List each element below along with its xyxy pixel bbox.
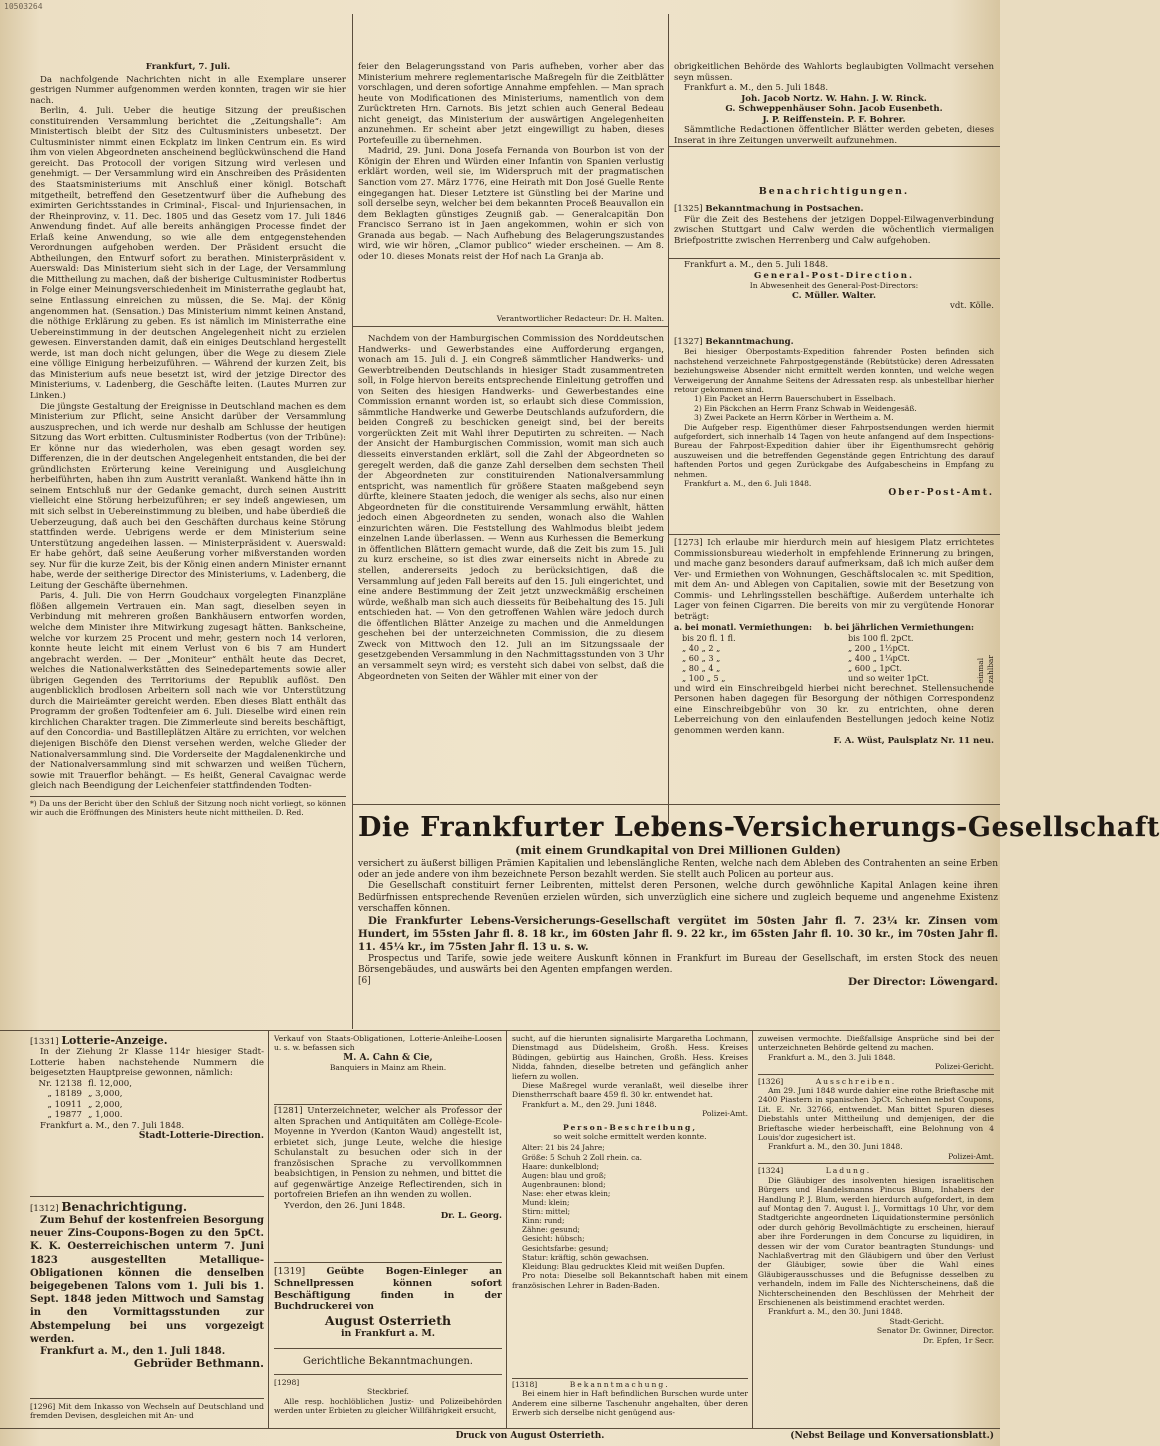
- office-name: General-Post-Direction.: [754, 270, 914, 281]
- section-rule: [512, 1378, 748, 1379]
- ad-text: Diese Maßregel wurde veranlaßt, weil dieselbe ihrer Dienstherrschaft baare 459 fl. 30 kr. entwendet hat.: [512, 1081, 748, 1100]
- ad-number: [1327]: [674, 337, 703, 347]
- editor-line: Verantwortlicher Redacteur: Dr. H. Malten.: [496, 314, 664, 323]
- profile-item: Zähne: gesund;: [522, 1225, 580, 1235]
- supplement-note: (Nebst Beilage und Konversationsblatt.): [790, 1431, 994, 1441]
- news-paragraph: Paris, 4. Juli. Die von Herrn Goudchaux vorgelegten Finanzpläne flößen allgemein Vertrauen ein. Man sagt, dieselben seyen in Verbindung mit mehreren großen Bankhäusern entworfen worden, welche dem Minister ihre Mitwirkung zugesagt hätten. Bankscheine, welche vor kurzem 25 Procent und mehr, gestern noch 14 verloren, konnte heute leicht mit einem Verlust von 6 bis 7 am Hundert angebracht werden. — Der „Moniteur“ enthält heute das Decret, welches die Nationalwerkstätten des Seinedepartements sowie aller übrigen Gegenden des Territoriums der Republik auflöst. Den augenblicklich brodlosen Arbeitern soll nach wie vor Unterstützung durch die Mairieämter gereicht werden. Eben dieses Blatt enthält das Programm der großen Todtenfeier am 6. Juli. Dieselbe wird einen rein kirchlichen Charakter tragen. Die Zimmerleute sind bereits beschäftigt, auf den Concordia- und Bastilleplätzen Altäre zu errichten, vor welchen diejenigen Bischöfe den Dienst versehen werden, welche Glieder der Nationalversammlung sind. Die Vorderseite der Magdalenenkirche und der Nationalversammlung sind mit schwarzen und weißen Tüchern, sowie mit Trauerflor behängt. — Es heißt, General Cavaignac werde gleich nach Beendigung der Leichenfeier stattfindenden Todten-: [30, 591, 346, 792]
- firm-name: August Osterrieth: [324, 1313, 452, 1329]
- section-rule: [274, 1104, 502, 1105]
- profile-item: Statur: kräftig, schön gewachsen.: [522, 1252, 649, 1262]
- profile-item: Kinn: rund;: [522, 1216, 565, 1226]
- watch-notice: [512, 1380, 748, 1426]
- ad-signer: Polizei-Amt.: [948, 1151, 994, 1161]
- news-paragraph: Nachdem von der Hamburgischen Commission des Norddeutschen Handwerks- und Gewerbstandes eine Aufforderung ergangen, wonach am 15. Juli d. J. ein Congreß sämmtlicher Handwerks- und Gewerbtreibenden Deutschlands in hiesiger Stadt zusammentreten soll, in Folge hiervon bereits entsprechende Einleitung getroffen und von Seiten des hiesigen Handwerks- und Gewerbestandes eine Commission ernannt worden ist, so erlaubt sich diese Commission, sämmtliche Handwerke und Gewerbe Deutschlands aufzufordern, die beiden Congreß zu beschicken geneigt sind, bei der bereits vorgerückten Zeit mit Wahl ihrer Deputirten zu schreiten. — Nach der Ansicht der Hamburgischen Commission, womit man sich auch diesseits einverstanden erklärt, soll die Zahl der Abgeordneten so geregelt werden, daß die ganze Zahl derselben dem sechsten Theil der Abgeordneten zur constituirenden Nationalversammlung entspricht, was namentlich für größere Staaten maßgebend seyn dürfte, kleinere Staaten jedoch, die weniger als sechs, also nur einen Abgeordneten für die constituirende Versammlung erwählt, hätten jedoch einen Abgeordneten zu senden, wonach also die Wahlen einzurichten wären. Die Feststellung des Wahlmodus bleibt jedem einzelnen Lande überlassen. — Wenn aus Kurhessen die Bemerkung in öffentlichen Blättern gemacht wurde, daß die Zeit bis zum 15. Juli zu kurz erscheine, so ist dies zwar einerseits nicht in Abrede zu stellen, andererseits jedoch zu berücksichtigen, daß die Versammlung auf jeden Fall bereits auf den 15. Juli eingerichtet, und eine andere Bestimmung der Zeit jetzt unzweckmäßig erscheinen würde, weßhalb man sich auch diesseits für Beibehaltung des 15. Juli entschieden hat. — Von den getroffenen Wahlen wäre jedoch durch die öffentlichen Blätter Anzeige zu machen und die Anmeldungen geschehen bei der unterzeichneten Commission, die zu diesem Zweck von Mittwoch den 12. Juli an im Sitzungssaale der gesetzgebenden Versammlung in den Nachmittagsstunden von 3 Uhr an versammelt seyn wird; es versteht sich dabei von selbst, daß die Abgeordneten von Seiten der Wähler mit einer von der: [358, 334, 664, 682]
- fee-cell: „ 60 „ 3 „: [682, 652, 721, 663]
- profile-item: Augen: blau und groß;: [522, 1170, 607, 1180]
- dateline: Frankfurt, 7. Juli.: [145, 62, 231, 72]
- prize-amount: „ 1,000.: [88, 1110, 123, 1121]
- news-paragraph: feier den Belagerungsstand von Paris aufheben, vorher aber das Ministerium mehrere reglementarische Maßregeln für die Zeitblätter vorschlagen, und deren sofortige Annahme empfehlen. — Man sprach heute von Modificationen des Ministeriums, namentlich von dem Zurücktreten Hrn. Carnots. Bis jetzt schien auch General Bedeau nicht geneigt, das Ministerium der auswärtigen Angelegenheiten anzunehmen. Er scheint aber jetzt eingewilligt zu haben, dieses Portefeuille zu übernehmen.: [358, 62, 664, 146]
- news-column-2: [358, 62, 664, 324]
- parcel-item: 3) Zwei Packete an Herrn Körber in Wertheim a. M.: [694, 413, 894, 423]
- section-title: Benachrichtigungen.: [758, 186, 910, 197]
- notice-date: Frankfurt a. M., den 6. Juli 1848.: [684, 479, 812, 489]
- prize-number: „ 19877: [47, 1110, 82, 1121]
- ad-signer: Dr. Epfen, 1r Secr.: [922, 1335, 994, 1345]
- ad-number: [1312]: [30, 1204, 59, 1214]
- ad-signer: Gebrüder Bethmann.: [133, 1357, 264, 1371]
- notice-date: Frankfurt a. M., den 5. Juli 1848.: [684, 83, 829, 94]
- prize-row: [30, 1100, 264, 1111]
- signer-names: C. Müller. Walter.: [791, 290, 877, 301]
- profile-list: [512, 1143, 748, 1261]
- post-notice: [674, 204, 994, 260]
- ad-signer: Polizei-Amt.: [702, 1109, 748, 1119]
- table-header: b. bei jährlichen Vermiethungen:: [824, 622, 974, 633]
- insurance-text: versichert zu äußerst billigen Prämien Kapitalien und lebenslängliche Renten, welche nach dem Ableben des Contrahenten an seine Erben oder an jede andere von ihm bezeichnete Person bezahlt werden. Sie stellt auch Policen au porteur aus.: [358, 859, 998, 881]
- ad-title: Benachrichtigung.: [61, 1200, 188, 1214]
- ober-post-notice: [674, 338, 994, 532]
- profile-item: Alter: 21 bis 24 Jahre;: [522, 1143, 605, 1153]
- prize-amount: „ 2,000,: [88, 1099, 123, 1110]
- ad-signer: F. A. Wüst, Paulsplatz Nr. 11 neu.: [833, 736, 994, 747]
- fee-cell: „ 200 „ 1½pCt.: [848, 642, 910, 653]
- insurance-rates: Die Frankfurter Lebens-Versicherungs-Gesellschaft vergütet im 50sten Jahr fl. 7. 23¼ kr. Zinsen vom Hundert, im 55sten Jahr fl. 8. 18 kr., im 60sten Jahr fl. 9. 22 kr., im 65sten Jahr fl. 10. 30 kr., im 70sten Jahr fl. 11. 45¼ kr., im 75sten Jahr fl. 13 u. s. w.: [358, 915, 998, 954]
- section-rule: [274, 1348, 502, 1349]
- signers: G. Schweppenhäuser Sohn. Jacob Eusenbeth.: [725, 104, 943, 115]
- news-column-1: [30, 62, 346, 1027]
- warrant-notice: [274, 1378, 502, 1426]
- prize-number: Nr. 12138: [38, 1078, 82, 1089]
- fee-cell: „ 100 „ 5 „: [682, 673, 726, 684]
- section-rule: [0, 1428, 1000, 1429]
- ad-date: Yverdon, den 26. Juni 1848.: [284, 1200, 406, 1211]
- insurance-text: Prospectus und Tarife, sowie jede weitere Auskunft können in Frankfurt im Bureau der Gesellschaft, im ersten Stock des neuen Börsengebäudes, und auswärts bei den Agenten empfangen werden.: [358, 954, 998, 976]
- news-paragraph: Madrid, 29. Juni. Dona Josefa Fernanda von Bourbon ist von der Königin der Ehren und Würden einer Infantin von Spanien verlustig erklärt worden, weil sie, im Widerspruch mit der pragmatischen Sanction vom 27. März 1776, eine Heirath mit Don José Guelle Rente eingegangen hat. Dieser Letztere ist Günstling bei der Marine und soll derselbe seyn, welcher bei dem bekannten Proceß Beauvallon ein dem Beklagten günstiges Zeugniß gab. — Generalcapitän Don Francisco Serrano ist in Jaen angekommen, wohin er sich von Granada aus begab. — Nach Aufhebung des Belagerungszustandes wird, wie wir hören, „Clamor publico“ wieder erscheinen. — Am 8. oder 10. dieses Monats reist der Hof nach La Granja ab.: [358, 146, 664, 262]
- printer-credit: Druck von August Osterrieth.: [455, 1431, 605, 1441]
- firm-subline: Banquiers in Mainz am Rhein.: [329, 1062, 447, 1072]
- notice-continuation: obrigkeitlichen Behörde des Wahlorts beglaubigten Vollmacht versehen seyn müssen.: [674, 62, 994, 83]
- lottery-ad: [30, 1034, 264, 1194]
- profile-item: Nase: eher etwas klein;: [522, 1188, 611, 1198]
- ad-signer: Dr. L. Georg.: [440, 1211, 502, 1222]
- column-rule: [506, 1030, 507, 1428]
- insurance-title: Die Frankfurter Lebens-Versicherungs-Gesellschaft: [358, 812, 1160, 843]
- ad-number: [1324]: [758, 1166, 784, 1176]
- fee-cell: „ 80 „ 4 „: [682, 663, 721, 674]
- court-heading: Gerichtliche Bekanntmachungen.: [303, 1356, 473, 1367]
- ad-signer: Stadt-Lotterie-Direction.: [138, 1131, 264, 1142]
- section-rule: [668, 534, 1000, 535]
- column-rule: [752, 1030, 753, 1428]
- insurance-ad: [358, 812, 1160, 1028]
- ad-number: [1281]: [274, 1106, 303, 1116]
- profile-item: Stirn: mittel;: [522, 1207, 571, 1217]
- ad-text: und wird ein Einschreibgeld hierbei nicht berechnet. Stellensuchende Personen haben dagegen für Besorgung der nöthigen Correspondenz eine Einschreibgebühr von 30 kr. zu entrichten, ohne deren Leberreichung von den einlaufenden Bestellungen jedoch keine Notiz genommen werden kann.: [674, 683, 994, 736]
- prize-row: [30, 1079, 264, 1090]
- ad-date: Frankfurt a. M., den 30. Juni 1848.: [768, 1307, 903, 1317]
- post-signoff: [674, 260, 994, 312]
- catalog-number: 10503264: [4, 2, 43, 11]
- ad-number: [1326]: [758, 1076, 784, 1086]
- fee-table: [674, 622, 994, 683]
- profile-title: Person-Beschreibung,: [562, 1122, 698, 1132]
- profile-item: Haare: dunkelblond;: [522, 1161, 599, 1171]
- side-label: einmal zahlbar: [975, 655, 995, 684]
- ad-date: Frankfurt a. M., den 30. Juni 1848.: [768, 1142, 903, 1152]
- congress-notice: [358, 334, 664, 800]
- fee-cell: „ 600 „ 1pCt.: [848, 663, 902, 674]
- notice-title: Bekanntmachung.: [705, 337, 794, 347]
- bethmann-ad: [30, 1200, 264, 1396]
- news-paragraph: Die jüngste Gestaltung der Ereignisse in Deutschland machen es dem Ministerium zur Pflicht, seine Ansicht darüber der Versammlung auszusprechen, und ich werde nur deshalb am Schlusse der heutigen Sitzung das Wort erbitten. Cultusminister Rodbertus (von der Tribüne): Er könne nur das wiederholen, was eben gesagt worden sey. Differenzen, die in der deutschen Angelegenheit entstanden, die bei der gründlichsten Erörterung keine Vereinigung und Ausgleichung herbeiführten, haben ihn zum Austritt veranlaßt. Wankend hätte ihn in seinem Entschluß nur der Gedanke gemacht, durch seinen Austritt vielleicht eine Störung herbeizuführen; er sey indeß angewiesen, um mit sich selbst in Uebereinstimmung zu bleiben, und habe überdieß die Ueberzeugung, daß auch bei den Geschäften durchaus keine Störung stattfinden werde. Uebrigens werde er dem Ministerium seine Unterstützung angedeihen lassen. — Ministerpräsident v. Auerswald: Er habe gehört, daß seine Aeußerung vorher mißverstanden worden sey. Nur für die kurze Zeit, bis der König einen andern Minister ernannt habe, werde der seitherige Director des Ministeriums, v. Ladenberg, die Leitung der Geschäfte übernehmen.: [30, 401, 346, 591]
- column-rule: [668, 14, 669, 824]
- profile-item: Mund: klein;: [522, 1198, 570, 1208]
- prize-row: [30, 1089, 264, 1100]
- ad-text: Pro nota: Dieselbe soll Bekanntschaft haben mit einem französischen Lehrer in Baden-Baden.: [512, 1271, 748, 1290]
- ad-signer: Senator Dr. Gwinner, Director.: [876, 1326, 994, 1336]
- parcel-item: 2) Ein Päckchen an Herrn Franz Schwab in Weidengesäß.: [694, 403, 917, 413]
- teacher-ad: [274, 1106, 502, 1246]
- prize-row: [30, 1110, 264, 1121]
- ad-date: Frankfurt a. M., den 7. Juli 1848.: [40, 1120, 185, 1131]
- news-paragraph: Berlin, 4. Juli. Ueber die heutige Sitzung der preußischen constituirenden Versammlung berichtet die „Zeitungshalle“: Am Ministertisch bleibt der Sitz des Cultusministers unbesetzt. Der Cultusminister nimmt einen Eckplatz im linken Centrum ein. Es wird ihm von vielen Abgeordneten anscheinend beglückwünschend die Hand gereicht. Das Protocoll der vorigen Sitzung wird verlesen und genehmigt. — Der Versammlung wird ein Anschreiben des Präsidenten des Staatsministeriums mit Anschluß einer königl. Botschaft mitgetheilt, betreffend den Gesetzentwurf über die Aufhebung des eximirten Gerichtsstandes in Criminal-, Fiscal- und Injuriensachen, in der Rheinprovinz, v. 11. Dec. 1805 und das Gesetz vom 17. Juli 1846 Anwendung findet. Auf alle bereits anhängigen Processe findet der Erlaß keine Anwendung, so wie alle dem entgegenstehenden Verordnungen aufgehoben werden. Der Präsident ersucht die Abtheilungen, den Entwurf sofort zu berathen. Ministerpräsident v. Auerswald: Das Ministerium sieht sich in der Lage, der Versammlung die Mittheilung zu machen, daß der bisherige Cultusminister Rodbertus in Folge einer Meinungsverschiedenheit im Ministerrathe geglaubt hat, seine Entlassung einreichen zu müssen, die Se. Maj. der König angenommen hat. (Sensation.) Das Ministerium nimmt keinen Anstand, die nöthige Erklärung zu geben. Es ist nämlich im Ministerrathe eine Uebereinstimmung in der deutschen Angelegenheit nicht zu erzielen gewesen. Einverstanden damit, daß ein einiges Deutschland hergestellt werde, ist man doch nicht gelungen, über die Wege zu diesem Ziele eine völlige Einigung herbeizuführen. — Während der kurzen Zeit, bis das Ministerium aufs neue besetzt ist, wird der jetzige Director des Ministeriums, v. Ladenberg, die Geschäfte leiten. (Lautes Murren zur Linken.): [30, 106, 346, 401]
- notice-text: Die Aufgeber resp. Eigenthümer dieser Fahrpostsendungen werden hiermit aufgefordert, sich innerhalb 14 Tagen von heute anfangend auf dem Inspections-Bureau der Fahrpost-Expedition dahier über ihr Eigenthumsrecht gehörig auszuweisen und die betreffenden Gegenstände gegen Entrichtung des darauf haftenden Portos und gegen Zurückgabe des Aufgabescheins in Empfang zu nehmen.: [674, 422, 994, 479]
- prize-number: „ 18189: [47, 1089, 82, 1100]
- firm-subline: in Frankfurt a. M.: [340, 1328, 436, 1340]
- fee-cell: bis 100 fl. 2pCt.: [848, 632, 914, 643]
- ad-date: Frankfurt a. M., den 3. Juli 1848.: [768, 1052, 896, 1062]
- profile-item: Größe: 5 Schuh 2 Zoll rhein. ca.: [522, 1152, 643, 1162]
- ad-title: Bekanntmachung.: [569, 1380, 670, 1389]
- ad-title: Ausschreiben.: [815, 1076, 897, 1086]
- ad-number: [6]: [358, 976, 371, 987]
- ad-number: [1331]: [30, 1037, 59, 1047]
- ad-number: [1319]: [274, 1266, 306, 1277]
- signers: Joh. Jacob Nortz. W. Hahn. J. W. Rinck.: [741, 93, 927, 104]
- insurance-text: Die Gesellschaft constituirt ferner Leibrenten, mittelst deren Personen, welche durch gewöhnliche Kapital Anlagen keine ihren Bedürfnissen entsprechende Revenüen erzielen würden, sich unverzüglich eine sichere und zugleich bequeme und angenehme Existenz verschaffen können.: [358, 881, 998, 914]
- ad-text: In der Ziehung 2r Klasse 114r hiesiger Stadt-Lotterie haben nachstehende Nummern die beigesetzten Hauptpreise gewonnen, nämlich:: [30, 1047, 264, 1079]
- parcel-item: 1) Ein Packet an Herrn Bauerschubert in Esselbach.: [694, 394, 896, 404]
- ad-text: Alle resp. hochlöblichen Justiz- und Polizeibehörden werden unter Erbieten zu gleicher Willfährigkeit ersucht,: [274, 1396, 502, 1416]
- office-name: Ober-Post-Amt.: [888, 487, 994, 498]
- ad-signer: Stadt-Gericht.: [889, 1316, 944, 1326]
- profile-item: Gesicht: hübsch;: [522, 1234, 585, 1244]
- ad-title: Steckbrief.: [367, 1387, 409, 1397]
- police-notices: [758, 1034, 994, 1426]
- ad-number: [1318]: [512, 1380, 538, 1389]
- printer-ad: [274, 1266, 502, 1346]
- section-rule: [274, 1374, 502, 1375]
- ad-body: Ich erlaube mir hierdurch mein auf hiesigem Platz errichtetes Commissionsbureau wiederholt in empfehlende Erinnerung zu bringen, und mache ganz besonders darauf aufmerksam, daß ich mich außer dem Ver- und Ermiethen von Wohnungen, Geschäftslocalen ꝛc. mit Spedition, mit dem An- und Ablegen von Capitalien, sowie mit der Besetzung von Commis- und Lehrlingsstellen beschäftige. Außerdem unterhalte ich Lager von feinen Cigarren. Die bereits von mir zu vergütende Honorar beträgt:: [674, 538, 995, 622]
- section-rule: [274, 1262, 502, 1263]
- profile-subtitle: so weit solche ermittelt werden konnte.: [553, 1132, 707, 1142]
- section-rule: [30, 1196, 264, 1197]
- editor-rule: [352, 326, 668, 327]
- ad-text: [674, 538, 994, 622]
- ad-text: zuweisen vermochte. Dießfallsige Ansprüche sind bei der unterzeichneten Behörde geltend zu machen.: [758, 1034, 994, 1053]
- ad-text: sucht, auf die hierunten signalisirte Margaretha Lochmann, Dienstmagd aus Düdelsheim, Großh. Hess. Kreises Büdingen, gebürtig aus Hainchen, Großh. Hess. Kreises Nidda, fahnden, dieselbe betreten und gefänglich anher liefern zu wollen.: [512, 1034, 748, 1081]
- ad-title: Lotterie-Anzeige.: [61, 1034, 168, 1047]
- commission-bureau-ad: [674, 538, 994, 800]
- warrant-continuation: [512, 1034, 748, 1388]
- section-rule: [0, 1030, 1000, 1031]
- ad-number: [1273]: [674, 538, 703, 548]
- prize-number: „ 10911: [47, 1099, 82, 1110]
- table-header: a. bei monatl. Vermiethungen:: [674, 622, 812, 633]
- ad-text: Am 29. Juni 1848 wurde dahier eine rothe Brieftasche mit 2400 Piastern in spanischen 3pCt. Scheinen nebst Coupons, Lit. E. Nr. 32766, entwendet. Man bittet Spuren dieses Diebstahls unter Mittheilung und demjenigen, der die Brieftasche wieder herbeischafft, eine Belohnung von 4 Louis'dor zugesichert ist.: [758, 1086, 994, 1143]
- vdt: vdt. Kölle.: [950, 301, 994, 312]
- ad-signer: Polizei-Gericht.: [935, 1062, 994, 1072]
- ad-date: Frankfurt a. M., den 1. Juli 1848.: [40, 1346, 226, 1358]
- ad-body: Unterzeichneter, welcher als Professor der alten Sprachen und Antiquitäten am Collège-Ecole-Moyenne in Yverdon (Kanton Waud) angestellt ist, erbietet sich, junge Leute, welche die hiesige Schulanstalt zu besuchen oder sich in der französischen Sprache zu vervollkommnen beabsichtigen, in Pension zu nehmen, und bittet die auf gegenwärtige Anzeige Reflectirenden, sich in portofreien Briefen an ihn wenden zu wollen.: [274, 1106, 502, 1201]
- prize-amount: fl. 12,000,: [88, 1078, 132, 1089]
- notices-column-4: [674, 62, 994, 144]
- ad-text: Verkauf von Staats-Obligationen, Lotterie-Anleihe-Loosen u. s. w. befassen sich: [274, 1034, 502, 1053]
- ad-body: Geübte Bogen-Einleger an Schnellpressen können sofort Beschäftigung finden in der Buchdruckerei von: [274, 1266, 503, 1313]
- section-rule: [352, 804, 1000, 805]
- ad-title: Ladung.: [825, 1166, 872, 1176]
- ad-number: [1325]: [674, 204, 703, 214]
- fee-cell: und so weiter 1pCt.: [848, 673, 929, 684]
- notice-text: Bei hiesiger Oberpostamts-Expedition fahrender Posten befinden sich nachstehend verzeichnete Fahrpostgegenstände (Rebütstücke) deren Adressaten beziehungsweise Absender nicht ermittelt werden konnten, und welche wegen Verweigerung der Annahme Seitens der Adressaten resp. als unbestellbar hierher retour gekommen sind.: [674, 347, 994, 395]
- ad-text: Zum Behuf der kostenfreien Besorgung neuer Zins-Coupons-Bogen zu den 5pCt. K. K. Oesterreichischen unterm 7. Juni 1823 ausgestellten Metallique-Obligationen können die denselben beigegebenen Talons vom 1. Juli bis 1. Sept. 1848 jeden Mittwoch und Samstag in den Vormittagsstunden zur Abstempelung bei uns vorgezeigt werden.: [30, 1215, 264, 1345]
- column-rule: [268, 1030, 269, 1428]
- column-rule: [352, 14, 353, 1029]
- ad-text: [274, 1106, 502, 1201]
- signers: J. P. Reiffenstein. P. F. Bohrer.: [762, 114, 906, 125]
- ad-text: Bei einem hier in Haft befindlichen Burschen wurde unter Anderem eine silberne Taschenuhr angehalten, über deren Erwerb sich derselbe nicht genügend aus-: [512, 1389, 748, 1418]
- profile-item: Gesichtsfarbe: gesund;: [522, 1243, 609, 1253]
- exchange-ad: [1296] Mit dem Inkasso von Wechseln auf Deutschland und fremden Devisen, desgleichen mit An- und: [30, 1402, 264, 1421]
- ad-text: [274, 1266, 502, 1313]
- notice-text: Für die Zeit des Bestehens der jetzigen Doppel-Eilwagenverbindung zwischen Stuttgart und Calw werden die wöchentlich viermaligen Briefpostritte zwischen Herrenberg und Calw aufgehoben.: [674, 214, 994, 246]
- insurance-subtitle: (mit einem Grundkapital von Drei Millionen Gulden): [515, 844, 841, 857]
- notice-date: Frankfurt a. M., den 5. Juli 1848.: [684, 260, 829, 270]
- ad-number: [1298]: [274, 1378, 300, 1387]
- deputy-line: In Abwesenheit des General-Post-Directors:: [749, 281, 919, 291]
- prize-amount: „ 3,000,: [88, 1089, 123, 1100]
- notice-title: Bekanntmachung in Postsachen.: [705, 204, 864, 214]
- section-rule: [30, 1398, 264, 1399]
- news-paragraph: Da nachfolgende Nachrichten nicht in alle Exemplare unserer gestrigen Nummer aufgenommen werden konnten, tragen wir sie hier nach.: [30, 74, 346, 106]
- fee-cell: „ 40 „ 2 „: [682, 642, 721, 653]
- ad-date: Frankfurt a. M., den 29. Juni 1848.: [522, 1099, 657, 1109]
- redaction-request: Sämmtliche Redactionen öffentlicher Blätter werden gebeten, dieses Inserat in ihre Zeitungen unverweilt aufzunehmen.: [674, 125, 994, 146]
- profile-item: Augenbraunen: blond;: [522, 1179, 606, 1189]
- ad-text: Kleidung: Blau gedrucktes Kleid mit weißen Dupfen.: [522, 1261, 725, 1271]
- ad-text: Die Gläubiger des insolventen hiesigen israelitischen Bürgers und Handelsmanns Pincus Blum, Inhabers der Handlung P. J. Blum, werden hierdurch aufgefordert, in dem auf Montag den 7. August l. J., Vormittags 10 Uhr, vor dem Stadtgerichte angeordneten Liquidationstermine persönlich oder durch gehörig Bevollmächtigte zu erscheinen, hierauf aber ihre Forderungen in dem Concurse zu liquidiren, in dessen wir der vom Curator beantragten Stundungs- und Nachlaßvertrag mit den Gläubigern und über den Verlust der Gläubiger, sowie über die Wahl eines Gläubigerausschusses und die Befugnisse desselben zu verhandeln, indem im Falle des Nichterscheinens, daß die Nichterscheinenden den Beschlüssen der Mehrheit der Erschienenen als beistimmend erachtet werden.: [758, 1175, 994, 1307]
- footnote: *) Da uns der Bericht über den Schluß der Sitzung noch nicht vorliegt, so können wir auch die Eröffnungen des Ministers heute nicht mittheilen. D. Red.: [30, 796, 346, 818]
- insurance-director: Der Director: Löwengard.: [847, 976, 998, 989]
- fee-cell: „ 400 „ 1¼pCt.: [848, 652, 910, 663]
- fee-cell: bis 20 fl. 1 fl.: [682, 632, 736, 643]
- firm-name: M. A. Cahn & Cie,: [343, 1052, 433, 1063]
